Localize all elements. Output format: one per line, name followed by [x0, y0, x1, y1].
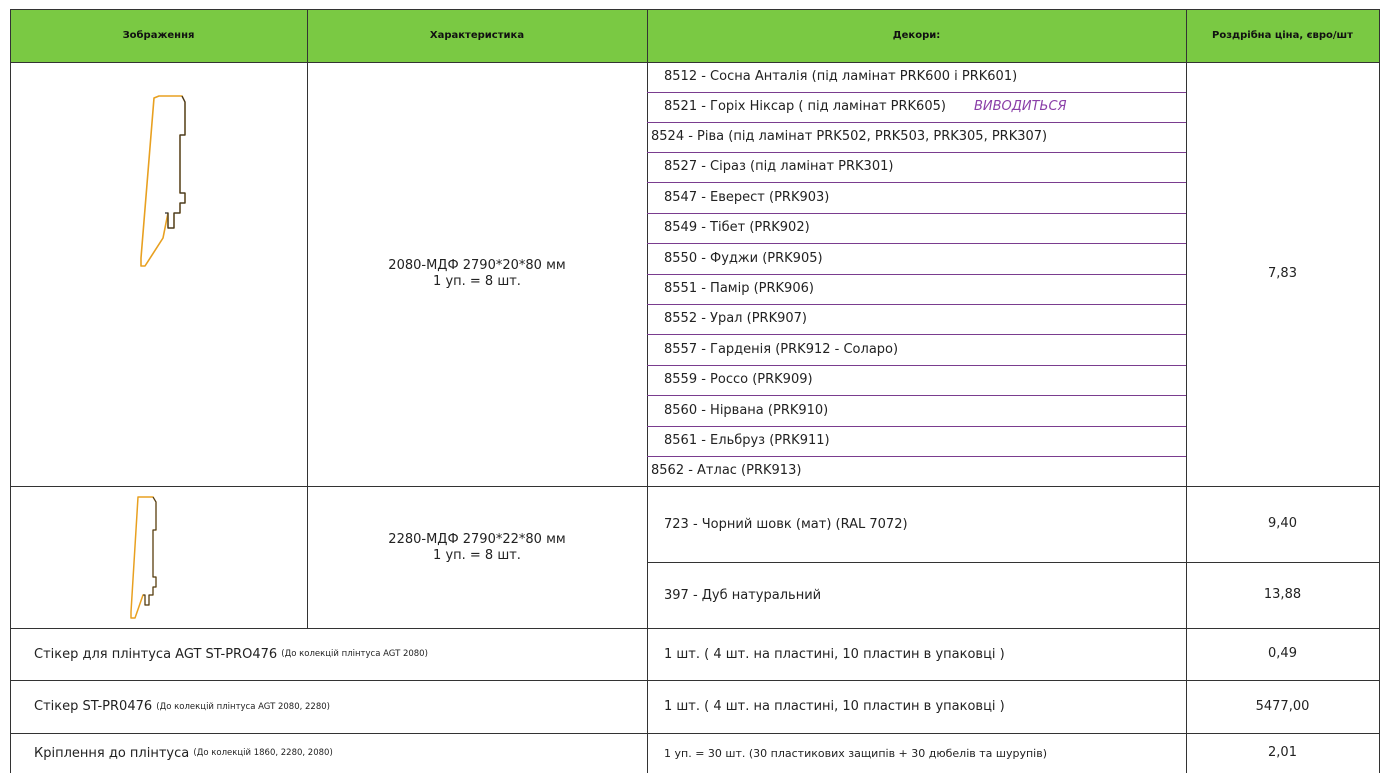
row1-price: 7,83 [1268, 266, 1297, 281]
row3-name-note: (До колекцій плінтуса AGT 2080) [281, 649, 428, 659]
row3-pack: 1 шт. ( 4 шт. на пластині, 10 пластин в упаковці ) [664, 646, 1005, 662]
row4-name [34, 680, 330, 733]
decor-discontinued-note: ВИВОДИТЬСЯ [973, 99, 1067, 114]
row5-name [34, 733, 333, 773]
decor-item: 8549 - Тібет (PRK902) [664, 220, 810, 235]
row4-pack: 1 шт. ( 4 шт. на пластині, 10 пластин в упаковці ) [664, 699, 1005, 714]
row4-name-main: Стікер ST-PR0476 [34, 699, 153, 714]
decor-item: 8550 - Фуджи (PRK905) [664, 251, 823, 266]
row5-name-main: Кріплення до плінтуса [34, 745, 190, 761]
row1-spec [307, 62, 647, 486]
decor-divider [647, 456, 1186, 457]
header-top-line [10, 9, 1380, 10]
decor-divider [647, 274, 1186, 275]
decor-item: 8551 - Памір (PRK906) [664, 281, 814, 296]
decor-divider [647, 334, 1186, 335]
decor-divider [647, 395, 1186, 396]
decor-divider [647, 182, 1186, 183]
row1-spec-line2: 1 уп. = 8 шт. [433, 274, 521, 289]
decor-item: 8561 - Ельбруз (PRK911) [664, 433, 830, 448]
decor-divider [647, 213, 1186, 214]
decor-divider [647, 365, 1186, 366]
row2-price-b: 13,88 [1263, 587, 1302, 602]
decor-divider [647, 426, 1186, 427]
decor-item-label: 8521 - Горіх Ніксар ( під ламінат PRK605) [664, 99, 946, 114]
header-decors: Декори: [892, 30, 941, 41]
decor-item: 8547 - Еверест (PRK903) [664, 190, 830, 205]
row1-spec-line1: 2080-МДФ 2790*20*80 мм [388, 258, 566, 273]
header-spec: Характеристика [429, 30, 525, 41]
skirting-profile-2280-image [125, 492, 170, 624]
row4-name-note: (До колекцій плінтуса AGT 2080, 2280) [156, 701, 330, 712]
decor-divider [647, 122, 1186, 123]
decor-item: 8557 - Гарденія (PRK912 - Соларо) [664, 342, 899, 357]
row2-spec-line2: 1 уп. = 8 шт. [433, 548, 521, 563]
header-image: Зображення [122, 30, 195, 41]
decor-divider [647, 152, 1186, 153]
decor-item: 8562 - Атлас (PRK913) [651, 463, 802, 478]
row4-price: 5477,00 [1255, 698, 1310, 714]
row5-name-note: (До колекцій 1860, 2280, 2080) [193, 748, 333, 758]
decor-item: 8512 - Сосна Анталія (під ламінат PRK600 і PRK601) [664, 69, 1018, 84]
row2-price-a: 9,40 [1268, 516, 1297, 531]
col-line-2 [647, 9, 648, 773]
decor-item: 8527 - Сіраз (під ламінат PRK301) [664, 159, 894, 174]
skirting-profile-2080-image [130, 88, 200, 273]
border-left [10, 9, 11, 773]
row5-pack: 1 уп. = 30 шт. (30 пластикових защипів + 30 дюбелів та шурупів) [664, 746, 1047, 760]
decor-item [664, 99, 1067, 114]
decor-divider [647, 92, 1186, 93]
row2-decor-a: 723 - Чорний шовк (мат) (RAL 7072) [664, 516, 908, 532]
decor-divider [647, 243, 1186, 244]
row5-price: 2,01 [1268, 745, 1297, 760]
header-bottom-line [10, 62, 1380, 63]
row3-name [34, 628, 428, 680]
decor-item: 8552 - Урал (PRK907) [664, 311, 807, 326]
header-price: Роздрібна ціна, євро/шт [1212, 30, 1353, 41]
decor-item: 8524 - Ріва (під ламінат PRK502, PRK503, PRK305, PRK307) [651, 129, 1048, 144]
decor-item: 8560 - Нірвана (PRK910) [664, 403, 829, 418]
border-right [1379, 9, 1380, 773]
row2-decor-b: 397 - Дуб натуральний [664, 587, 822, 603]
decor-item: 8559 - Россо (PRK909) [664, 372, 813, 387]
decor-divider [647, 304, 1186, 305]
row2-spec [307, 518, 647, 578]
row3-name-main: Стікер для плінтуса AGT ST-PRO476 [34, 646, 278, 662]
row3-price: 0,49 [1268, 646, 1297, 661]
row2-spec-line1: 2280-МДФ 2790*22*80 мм [388, 532, 566, 547]
